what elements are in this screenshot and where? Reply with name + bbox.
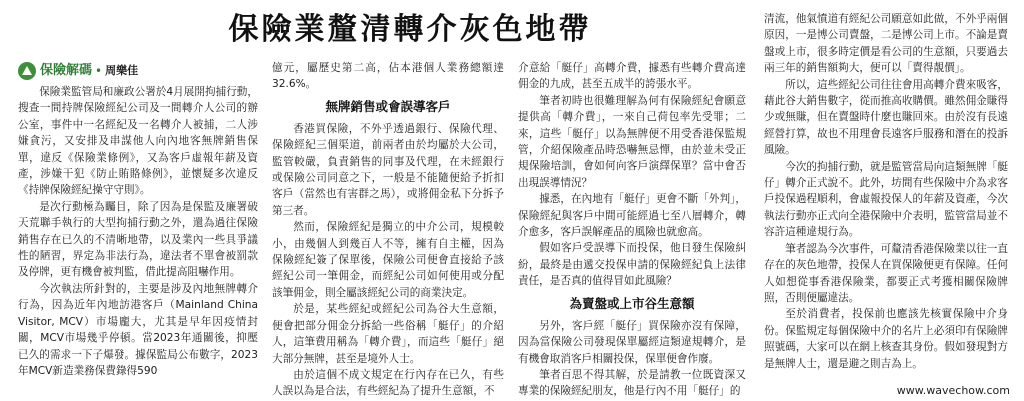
column-1 xyxy=(18,60,258,400)
column-4 xyxy=(764,11,1008,401)
paragraph: 保險業監管局和廉政公署於4月展開拘捕行動，搜查一間持牌保險經紀公司及一間轉介人公司的辦公室，事件中一名經紀及一名轉介人被捕，二人涉嫌貪污，又安排及串謀他人向內地客無牌銷售保單，違反《保險業條例》，又為客戶虛報年薪及資產，涉嫌干犯《防止賄賂條例》，並懷疑多次違反《持牌保險經紀操守守則》。 xyxy=(18,86,258,197)
paragraph: 今次執法所針對的，主要是涉及內地無牌轉介行為，因為近年內地訪港客戶（Mainland China Visitor, MCV）市場龐大，尤其是早年因疫情封關，MCV市場幾乎停頓。當2023年通關後，抑壓已久的需求一下子爆發。據保監局公布數字，2023年MCV新造業務保費錄得590 xyxy=(18,282,258,377)
subheading: 為賣盤或上市谷生意額 xyxy=(569,295,695,311)
column-header xyxy=(18,60,258,82)
website-url: www.wavechow.com xyxy=(896,384,1010,397)
paragraph: 所以，這些經紀公司往往會用高轉介費來吸客，藉此谷大銷售數字，從而推高收購價。雖然佣金賺得少或無賺，但在賣盤時什麼也賺回來。由於沒有長遠經營打算，故也不用理會長遠客戶服務和潛在的投訴風險。 xyxy=(764,78,1008,157)
article-headline: 保險業釐清轉介灰色地帶 xyxy=(228,12,592,47)
column-3 xyxy=(518,60,746,400)
column-name: 保險解碼 xyxy=(40,62,93,78)
paragraph: 香港買保險，不外乎透過銀行、保險代理、保險經紀三個渠道，前兩者由於均屬於大公司，監管較嚴，負責銷售的同事及代理，在未經銀行或保險公司同意之下，一般是不能隨便給予折扣客戶（當然也有害群之馬），或將佣金私下分拆予第三者。 xyxy=(272,122,504,217)
paragraph: 筆者百思不得其解，於是請教一位既資深又專業的保險經紀朋友，他是行內不用「艇仔」的 xyxy=(518,368,746,398)
paragraph: 介意給「艇仔」高轉介費，據悉有些轉介費高達佣金的九成，甚至五成半的誇張水平。 xyxy=(518,62,746,91)
paragraph: 筆者初時也很難理解為何有保險經紀會願意提供高「轉介費」，一來自己荷包率先受罪；二來，這些「艇仔」以為無牌便不用受香港保監規管，介紹保險產品時恐嚇無忌憚，由於並未受正規保險培訓，會如何向客戶演繹保單？當中會否出現誤導情況？ xyxy=(518,94,746,189)
paragraph: 另外，客戶經「艇仔」買保險亦沒有保障，因為當保險公司發現保單屬經這類違規轉介，是有機會取消客戶相關投保，保單便會作廢。 xyxy=(518,319,746,365)
subheading: 無牌銷售或會誤導客戶 xyxy=(325,98,451,114)
paragraph: 然而，保險經紀是獨立的中介公司，規模較小，由幾個人到幾百人不等，擁有自主權，因為保險經紀簽了保單後，保險公司便會直接給予該經紀公司一筆佣金，而經紀公司如何使用或分配該筆佣金，則全屬該經紀公司的商業決定。 xyxy=(272,221,504,299)
paragraph: 由於這個不成文規定在行內存在已久，有些人誤以為是合法，有些經紀為了提升生意額，不 xyxy=(272,368,504,398)
paragraph: 假如客戶受誤導下而投保，他日發生保險糾紛，最終是由遞交投保申請的保險經紀負上法律責任，是否真的值得冒如此風險？ xyxy=(518,242,746,288)
column-bullet: • xyxy=(95,63,103,78)
paragraph: 於是，某些經紀或經紀公司為谷大生意額，便會把部分佣金分拆給一些俗稱「艇仔」的介紹人，這筆費用稱為「轉介費」，而這些「艇仔」絕大部分無牌，甚至是境外人士。 xyxy=(272,303,504,365)
paragraph: 清流，他氣憤道有經紀公司願意如此做，不外乎兩個原因，一是博公司賣盤，二是博公司上市。不論是賣盤或上市，很多時定價是看公司的生意額，只要過去兩三年的銷售額夠大，便可以「賣得靚價」。 xyxy=(764,13,1008,75)
column-author: 周樂佳 xyxy=(105,63,139,77)
paragraph: 筆者認為今次事件，可釐清香港保險業以往一直存在的灰色地帶，投保人在買保險便更有保障。任何人如想從事香港保險業，都要正式考獲相關保險牌照，否則便屬違法。 xyxy=(764,242,1008,304)
column-2 xyxy=(272,60,504,400)
paragraph: 是次行動極為矚目，除了因為是保監及廉署破天荒聯手執行的大型拘捕行動之外，還為過往保險銷售存在已久的不清晰地帶，以及業內一些具爭議性的陋習，界定為非法行為，違法者不單會被罰款及停牌，更有機會被判監，借此提高阻嚇作用。 xyxy=(18,200,258,279)
paragraph: 據悉，在內地有「艇仔」更會不斷「外判」，保險經紀與客戶中間可能經過七至八層轉介，轉介愈多，客戶誤解產品的風險也就愈高。 xyxy=(518,193,746,239)
paragraph: 至於消費者，投保前也應該先核實保險中介身份。保監規定每個保險中介的名片上必須印有保險牌照號碼，大家可以在網上核查其身份。假如發現對方是無牌人士，還是避之則吉為上。 xyxy=(764,308,1008,370)
column-logo-icon xyxy=(18,62,36,80)
paragraph: 今次的拘捕行動，就是監管當局向這類無牌「艇仔」轉介正式說不。此外，坊間有些保險中介為求客戶投保過程順利，會虛報投保人的年薪及資產，今次執法行動亦正式向全港保險中介表明，監管當局並不容許這種違規行為。 xyxy=(764,160,1008,239)
paragraph: 億元，屬歷史第二高，佔本港個人業務總額達32.6%。 xyxy=(272,62,504,91)
